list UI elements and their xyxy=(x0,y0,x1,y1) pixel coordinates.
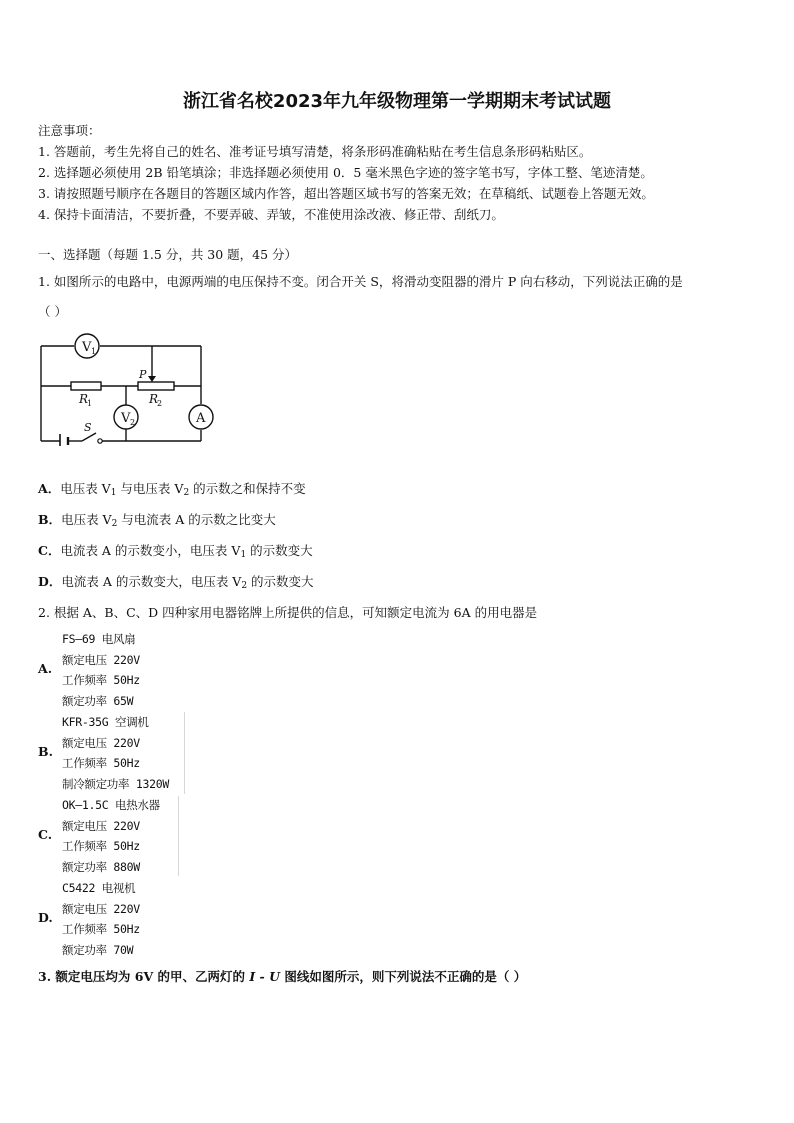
resistor-r1 xyxy=(71,382,101,390)
subscript: 2 xyxy=(183,488,190,498)
r1-subscript: 1 xyxy=(87,399,93,408)
question-1-option-b[interactable] xyxy=(38,510,276,529)
switch-label: S xyxy=(84,421,92,434)
r2-subscript: 2 xyxy=(157,399,163,408)
question-3-stem xyxy=(38,967,526,985)
question-2-option-a[interactable]: A. xyxy=(38,661,53,676)
option-text: 的示数变大 xyxy=(247,574,314,589)
subscript: 2 xyxy=(241,581,248,591)
option-text: 电流表 A 的示数变小，电压表 V xyxy=(60,543,241,558)
r2-label: R xyxy=(149,392,159,406)
nameplate-line: KFR-35G 空调机 xyxy=(62,715,149,729)
v2-label: V xyxy=(121,411,131,426)
slider-label: P xyxy=(139,368,147,381)
notice-item: 4. 保持卡面清洁，不要折叠，不要弄破、弄皱，不准使用涂改液、修正带、刮纸刀。 xyxy=(38,207,504,222)
notice-item: 3. 请按照题号顺序在各题目的答题区域内作答，超出答题区域书写的答案无效；在草稿纸、试题卷上答题无效。 xyxy=(38,186,654,201)
subscript: 2 xyxy=(111,519,118,529)
nameplate-line: 额定功率 70W xyxy=(62,943,134,957)
option-key: A． xyxy=(38,481,61,496)
option-key: D． xyxy=(38,574,62,589)
question-1-option-a[interactable] xyxy=(38,479,306,498)
switch-contact xyxy=(98,439,102,443)
v1-label: V xyxy=(82,340,92,355)
v2-subscript: 2 xyxy=(130,418,136,427)
subscript: 1 xyxy=(240,550,247,560)
nameplate-line: 额定功率 880W xyxy=(62,860,140,874)
iu-symbol: I - U xyxy=(249,969,280,984)
question-2-option-c[interactable]: C. xyxy=(38,827,53,842)
nameplate-line: 工作频率 50Hz xyxy=(62,673,140,687)
option-text: 与电流表 A 的示数之比变大 xyxy=(117,512,276,527)
nameplate-line: FS—69 电风扇 xyxy=(62,632,136,646)
option-key: C． xyxy=(38,543,61,558)
question-1-option-c[interactable] xyxy=(38,541,313,560)
notice-item: 1. 答题前，考生先将自己的姓名、准考证号填写清楚，将条形码准确粘贴在考生信息条形码粘贴区。 xyxy=(38,144,592,159)
nameplate-line: 额定电压 220V xyxy=(62,736,140,750)
option-text: 与电压表 V xyxy=(116,481,184,496)
nameplate-edge xyxy=(178,796,179,876)
nameplate-edge xyxy=(184,712,185,794)
option-text: 的示数变大 xyxy=(246,543,313,558)
question-2-stem: 2. 根据 A、B、C、D 四种家用电器铭牌上所提供的信息，可知额定电流为 6A 的用电器是 xyxy=(38,605,538,620)
question-1-stem: 1. 如图所示的电路中，电源两端的电压保持不变。闭合开关 S，将滑动变阻器的滑片 P 向右移动，下列说法正确的是 xyxy=(38,274,683,289)
nameplate-line: 工作频率 50Hz xyxy=(62,756,140,770)
nameplate-line: 制冷额定功率 1320W xyxy=(62,777,169,791)
question-1-blank: （ ） xyxy=(38,304,67,319)
question-2-option-b[interactable]: B. xyxy=(38,744,53,759)
subscript: 1 xyxy=(110,488,117,498)
page-title: 浙江省名校2023年九年级物理第一学期期末考试试题 xyxy=(182,91,612,112)
nameplate-line: 工作频率 50Hz xyxy=(62,922,140,936)
option-text: 电压表 V xyxy=(61,512,112,527)
v1-subscript: 1 xyxy=(91,347,97,356)
nameplate-line: 工作频率 50Hz xyxy=(62,839,140,853)
option-key: B． xyxy=(38,512,62,527)
nameplate-line: 额定电压 220V xyxy=(62,819,140,833)
option-text: 电流表 A 的示数变大，电压表 V xyxy=(61,574,242,589)
notice-heading: 注意事项： xyxy=(38,123,101,138)
nameplate-line: C5422 电视机 xyxy=(62,881,136,895)
question-2-option-d[interactable]: D. xyxy=(38,910,53,925)
option-text: 电压表 V xyxy=(60,481,111,496)
nameplate-line: 额定电压 220V xyxy=(62,902,140,916)
section-heading: 一、选择题（每题 1.5 分，共 30 题，45 分） xyxy=(38,247,298,262)
circuit-diagram xyxy=(38,330,218,446)
nameplate-line: 额定电压 220V xyxy=(62,653,140,667)
question-3-text: 图线如图所示，则下列说法不正确的是（ ） xyxy=(280,969,527,984)
option-text: 的示数之和保持不变 xyxy=(189,481,306,496)
nameplate-line: OK—1.5C 电热水器 xyxy=(62,798,160,812)
ammeter-label: A xyxy=(196,411,206,426)
notice-item: 2. 选择题必须使用 2B 铅笔填涂；非选择题必须使用 0．5 毫米黑色字迹的签字笔书写，字体工整、笔迹清楚。 xyxy=(38,165,653,180)
question-1-option-d[interactable] xyxy=(38,572,314,591)
slider-arrow-icon xyxy=(148,376,156,382)
rheostat-r2 xyxy=(138,382,174,390)
question-3-text: 3. 额定电压均为 6V 的甲、乙两灯的 xyxy=(38,969,250,984)
nameplate-line: 额定功率 65W xyxy=(62,694,134,708)
r1-label: R xyxy=(79,392,89,406)
